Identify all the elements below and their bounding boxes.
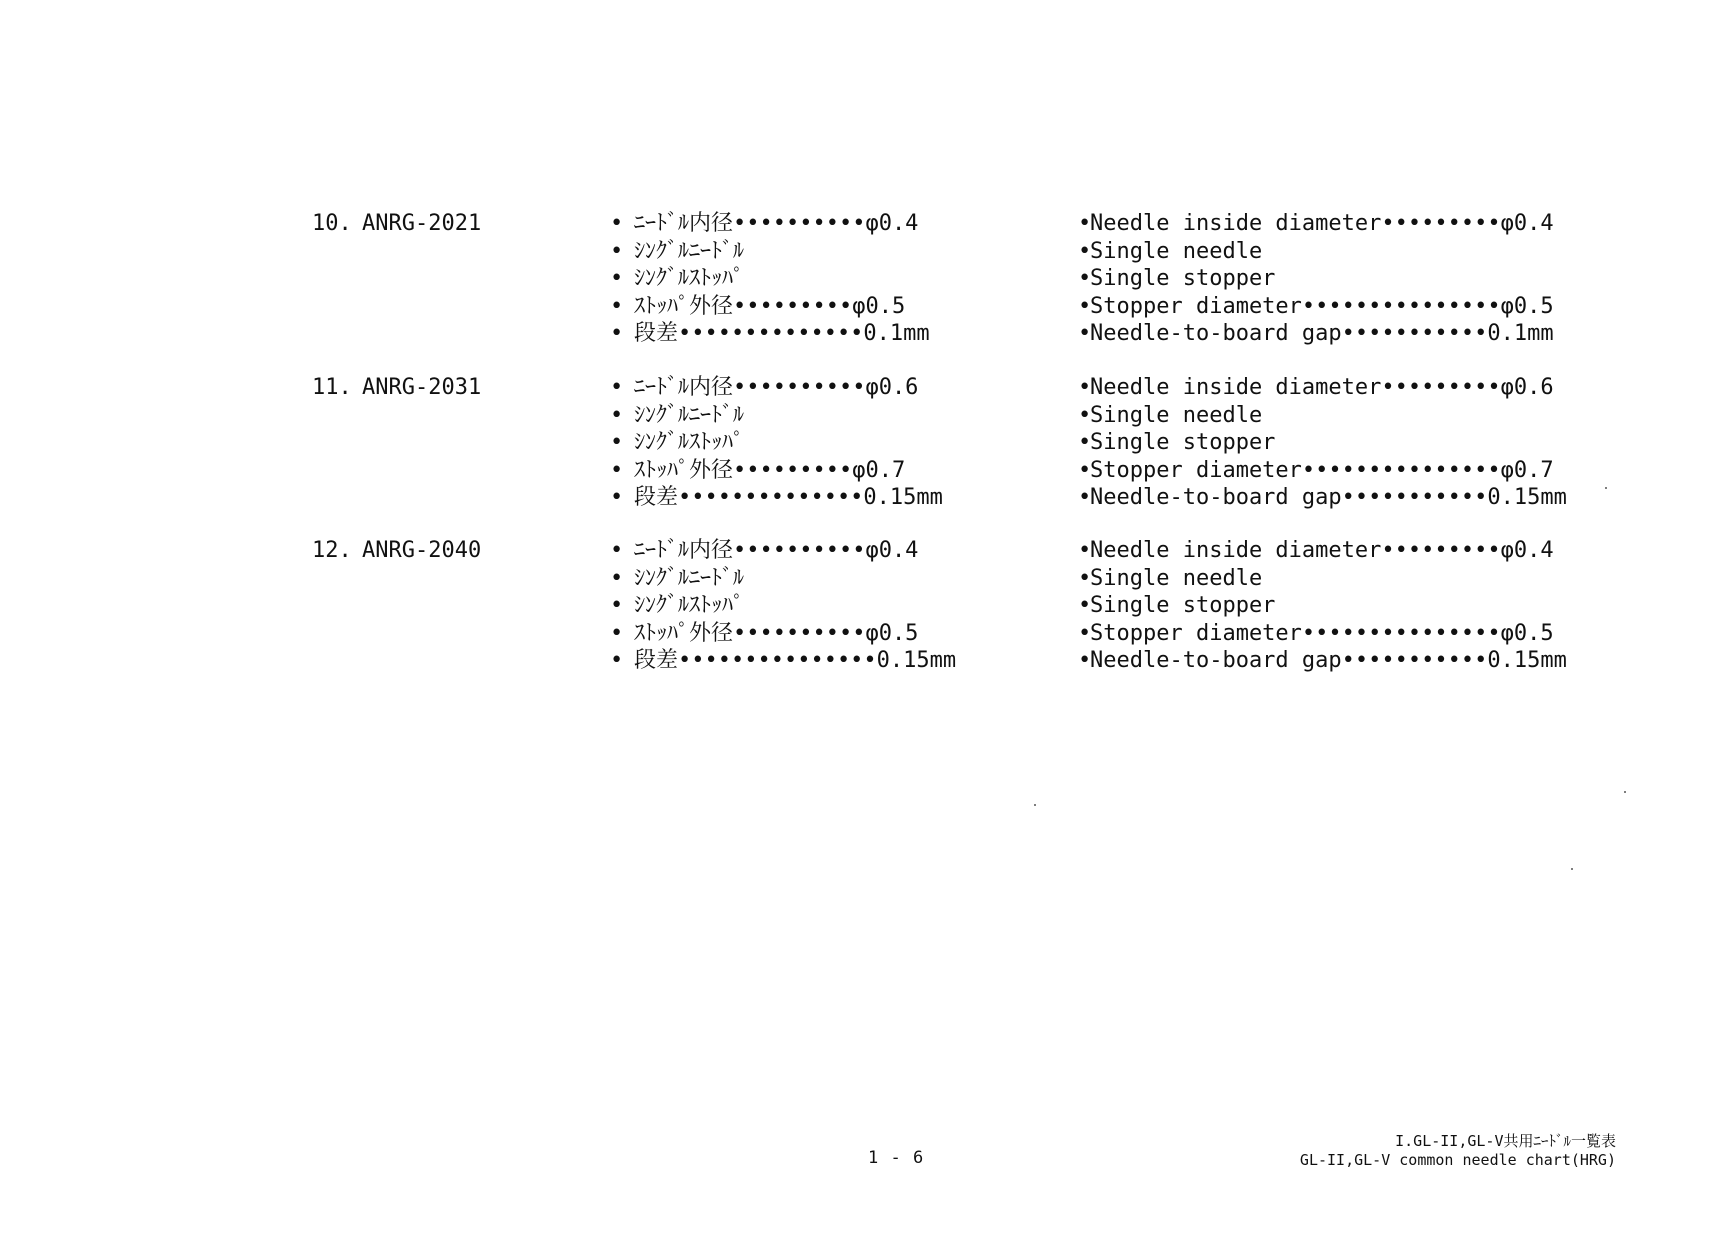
footer-title-japanese: I.GL-II,GL-V共用ﾆｰﾄﾞﾙ一覧表 bbox=[1395, 1132, 1616, 1150]
en-spec-item: •Single needle bbox=[1078, 565, 1263, 591]
entry-number: 10. bbox=[312, 211, 352, 236]
japanese-spec-list bbox=[610, 210, 930, 348]
en-spec-item: •Needle-to-board gap•••••••••••0.15mm bbox=[1078, 648, 1567, 673]
jp-spec-item: • ｼﾝｸﾞﾙﾆｰﾄﾞﾙ bbox=[610, 565, 745, 591]
en-spec-item: •Needle inside diameter•••••••••φ0.6 bbox=[1078, 375, 1554, 400]
jp-spec-item: • ｼﾝｸﾞﾙｽﾄｯﾊﾟ bbox=[610, 430, 745, 455]
jp-spec-item: • 段差••••••••••••••0.1mm bbox=[610, 321, 930, 346]
entry-12 bbox=[0, 537, 1734, 687]
english-spec-list bbox=[1078, 374, 1567, 512]
en-spec-item: •Needle inside diameter•••••••••φ0.4 bbox=[1078, 538, 1554, 563]
jp-spec-item: • ｼﾝｸﾞﾙﾆｰﾄﾞﾙ bbox=[610, 402, 745, 428]
scan-speck bbox=[1034, 804, 1036, 806]
japanese-spec-list bbox=[610, 374, 943, 512]
page-number: 1 - 6 bbox=[868, 1148, 925, 1168]
jp-spec-item: • ｼﾝｸﾞﾙﾆｰﾄﾞﾙ bbox=[610, 238, 745, 264]
jp-spec-item: • ﾆｰﾄﾞﾙ内径••••••••••φ0.6 bbox=[610, 375, 919, 400]
en-spec-item: •Needle inside diameter•••••••••φ0.4 bbox=[1078, 211, 1554, 236]
en-spec-item: •Single needle bbox=[1078, 402, 1263, 428]
en-spec-item: •Stopper diameter•••••••••••••••φ0.7 bbox=[1078, 457, 1554, 483]
jp-spec-item: • 段差•••••••••••••••0.15mm bbox=[610, 648, 957, 673]
entry-number: 12. bbox=[312, 538, 352, 563]
scan-speck bbox=[1605, 487, 1607, 489]
entry-11 bbox=[0, 374, 1734, 524]
model-code: ANRG-2040 bbox=[362, 538, 482, 563]
en-spec-item: •Needle-to-board gap•••••••••••0.15mm bbox=[1078, 485, 1567, 510]
model-code: ANRG-2021 bbox=[362, 211, 482, 236]
en-spec-item: •Single stopper bbox=[1078, 593, 1276, 618]
jp-spec-item: • ｽﾄｯﾊﾟ外径•••••••••φ0.5 bbox=[610, 293, 906, 319]
footer-title-english: GL-II,GL-V common needle chart(HRG) bbox=[1299, 1151, 1616, 1169]
japanese-spec-list bbox=[610, 537, 956, 675]
entry-number: 11. bbox=[312, 375, 352, 400]
jp-spec-item: • ｽﾄｯﾊﾟ外径•••••••••φ0.7 bbox=[610, 457, 906, 483]
en-spec-item: •Single stopper bbox=[1078, 430, 1276, 455]
jp-spec-item: • ｼﾝｸﾞﾙｽﾄｯﾊﾟ bbox=[610, 266, 745, 291]
jp-spec-item: • ｼﾝｸﾞﾙｽﾄｯﾊﾟ bbox=[610, 593, 745, 618]
english-spec-list bbox=[1078, 537, 1567, 675]
en-spec-item: •Stopper diameter•••••••••••••••φ0.5 bbox=[1078, 293, 1554, 319]
jp-spec-item: • ﾆｰﾄﾞﾙ内径••••••••••φ0.4 bbox=[610, 211, 919, 236]
entry-10 bbox=[0, 210, 1734, 360]
jp-spec-item: • 段差••••••••••••••0.15mm bbox=[610, 485, 943, 510]
model-code: ANRG-2031 bbox=[362, 375, 482, 400]
scan-speck bbox=[1571, 868, 1573, 870]
footer-title bbox=[1300, 1132, 1616, 1170]
english-spec-list bbox=[1078, 210, 1554, 348]
en-spec-item: •Single needle bbox=[1078, 238, 1263, 264]
jp-spec-item: • ｽﾄｯﾊﾟ外径••••••••••φ0.5 bbox=[610, 620, 919, 646]
scan-speck bbox=[1624, 791, 1626, 793]
jp-spec-item: • ﾆｰﾄﾞﾙ内径••••••••••φ0.4 bbox=[610, 538, 919, 563]
en-spec-item: •Single stopper bbox=[1078, 266, 1276, 291]
en-spec-item: •Stopper diameter•••••••••••••••φ0.5 bbox=[1078, 620, 1554, 646]
en-spec-item: •Needle-to-board gap•••••••••••0.1mm bbox=[1078, 321, 1554, 346]
